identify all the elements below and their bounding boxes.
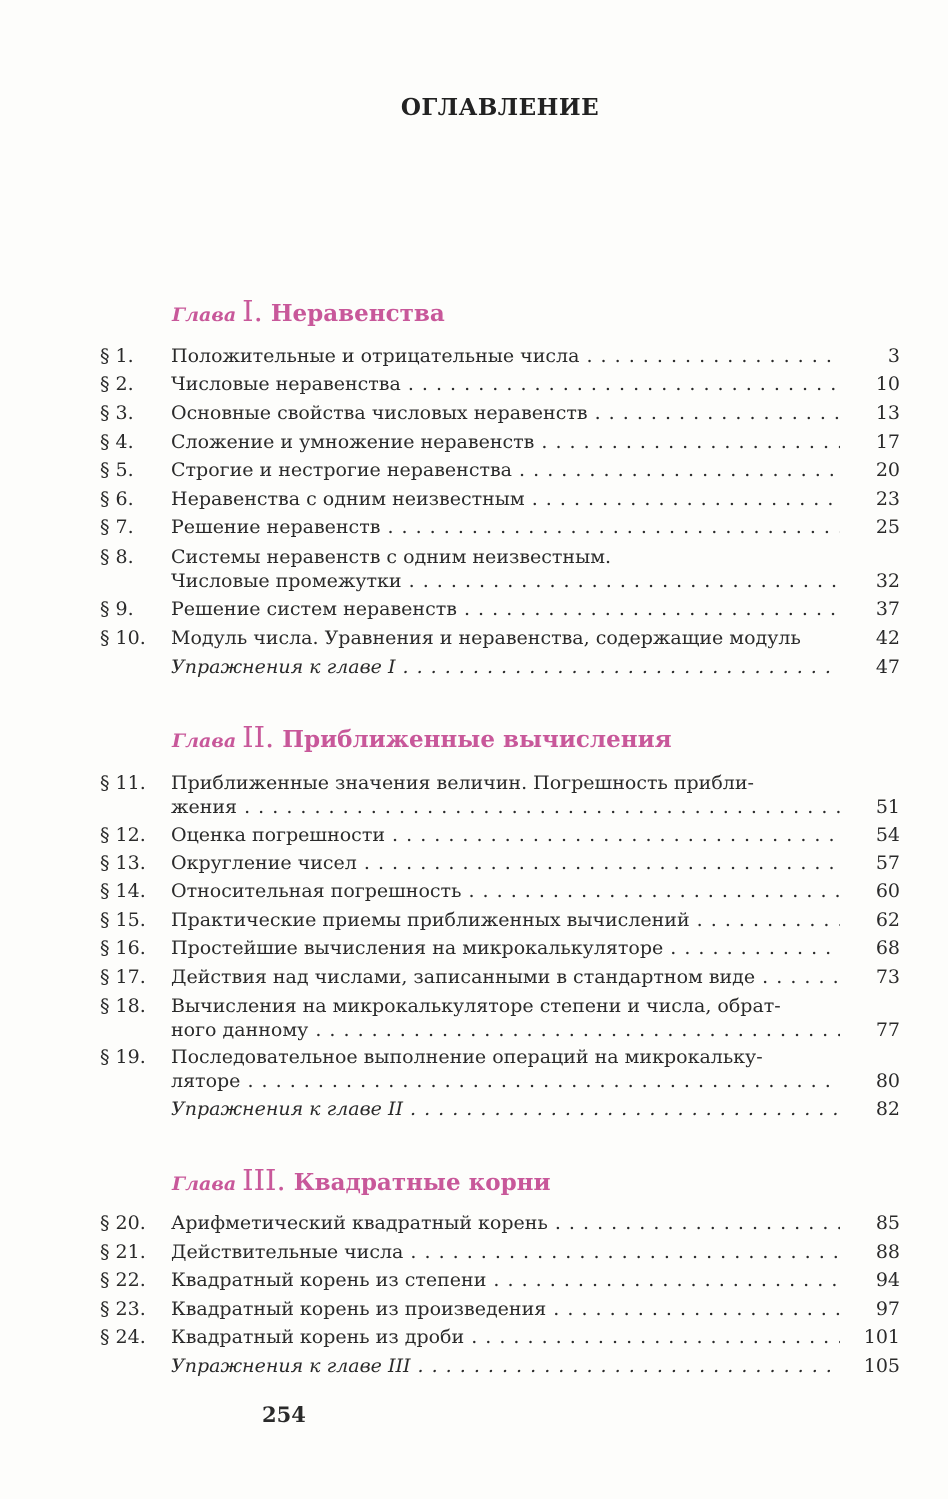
toc-entry[interactable] xyxy=(100,595,900,623)
toc-entry[interactable] xyxy=(100,1209,900,1237)
section-number: § 24. xyxy=(100,1326,146,1348)
section-number: § 21. xyxy=(100,1241,146,1263)
chapter-label: Глава xyxy=(172,1173,237,1195)
exercises-title: Упражнения к главе II . . . xyxy=(171,1095,840,1123)
page-number: 32 xyxy=(875,570,900,592)
toc-entry[interactable] xyxy=(100,906,900,934)
section-title: Основные свойства числовых неравенств . . . xyxy=(171,399,840,427)
toc-entry[interactable] xyxy=(100,1266,900,1294)
page-number: 54 xyxy=(875,824,900,846)
toc-entry[interactable] xyxy=(100,963,900,991)
toc-entry-continuation[interactable] xyxy=(100,793,900,821)
toc-entry[interactable] xyxy=(100,456,900,484)
section-title: Последовательное выполнение операций на микрокальку- xyxy=(171,1046,763,1068)
section-number: § 19. xyxy=(100,1046,146,1068)
toc-entry[interactable] xyxy=(100,428,900,456)
section-number: § 12. xyxy=(100,824,146,846)
chapter-heading-3 xyxy=(172,1163,551,1197)
toc-entry[interactable] xyxy=(100,485,900,513)
chapter-heading-2 xyxy=(172,720,672,754)
section-title-continued: жения . . . xyxy=(171,793,840,821)
section-number: § 3. xyxy=(100,402,134,424)
section-number: § 9. xyxy=(100,598,134,620)
page-number: 62 xyxy=(875,909,900,931)
toc-entry[interactable] xyxy=(100,934,900,962)
section-number: § 17. xyxy=(100,966,146,988)
page-footer-number: 254 xyxy=(262,1402,306,1427)
page-number: 105 xyxy=(863,1355,900,1377)
chapter-number: I. xyxy=(242,294,263,328)
section-title: Неравенства с одним неизвестным . . . xyxy=(171,485,840,513)
toc-entry[interactable] xyxy=(100,399,900,427)
section-title: Квадратный корень из степени . . . xyxy=(171,1266,840,1294)
page-number: 47 xyxy=(875,656,900,678)
section-number: § 22. xyxy=(100,1269,146,1291)
section-number: § 16. xyxy=(100,937,146,959)
toc-entry[interactable] xyxy=(100,1238,900,1266)
chapter-title: Квадратные корни xyxy=(293,1169,551,1196)
chapter-label: Глава xyxy=(172,304,237,326)
section-title: Решение систем неравенств . . . xyxy=(171,595,840,623)
toc-entry[interactable] xyxy=(100,370,900,398)
chapter-label: Глава xyxy=(172,730,237,752)
section-number: § 1. xyxy=(100,345,134,367)
section-title: Арифметический квадратный корень . . . xyxy=(171,1209,840,1237)
toc-entry[interactable] xyxy=(100,877,900,905)
page-number: 82 xyxy=(875,1098,900,1120)
section-number: § 20. xyxy=(100,1212,146,1234)
section-title: Вычисления на микрокалькуляторе степени и числа, обрат- xyxy=(171,995,781,1017)
page-title: ОГЛАВЛЕНИЕ xyxy=(400,94,600,121)
section-title-continued: Числовые промежутки . . . xyxy=(171,567,840,595)
section-title: Практические приемы приближенных вычислений . . . xyxy=(171,906,840,934)
exercises-title: Упражнения к главе III . . . xyxy=(171,1352,840,1380)
section-title-continued: ляторе . . . xyxy=(171,1067,840,1095)
toc-entry[interactable] xyxy=(100,1323,900,1351)
page-number: 13 xyxy=(875,402,900,424)
section-title: Системы неравенств с одним неизвестным. xyxy=(171,546,612,568)
section-number: § 11. xyxy=(100,772,146,794)
section-number: § 18. xyxy=(100,995,146,1017)
page-number: 57 xyxy=(875,852,900,874)
page-number: 17 xyxy=(875,431,900,453)
toc-entry[interactable] xyxy=(100,821,900,849)
page-number: 3 xyxy=(887,345,900,367)
toc-entry[interactable] xyxy=(100,342,900,370)
page-number: 42 xyxy=(875,627,900,649)
section-title: Оценка погрешности . . . xyxy=(171,821,840,849)
page-number: 85 xyxy=(875,1212,900,1234)
section-number: § 10. xyxy=(100,627,146,649)
page-number: 101 xyxy=(863,1326,900,1348)
toc-entry[interactable] xyxy=(100,1295,900,1323)
page-number: 80 xyxy=(875,1070,900,1092)
chapter-heading-1 xyxy=(172,294,445,328)
section-title: Строгие и нестрогие неравенства . . . xyxy=(171,456,840,484)
section-number: § 2. xyxy=(100,373,134,395)
toc-entry-continuation[interactable] xyxy=(100,1067,900,1095)
section-title: Округление чисел . . . xyxy=(171,849,840,877)
page-number: 97 xyxy=(875,1298,900,1320)
toc-entry-continuation[interactable] xyxy=(100,1016,900,1044)
section-title: Модуль числа. Уравнения и неравенства, содержащие модуль xyxy=(171,627,801,649)
toc-entry[interactable] xyxy=(100,513,900,541)
section-number: § 8. xyxy=(100,546,134,568)
section-title: Квадратный корень из дроби . . . xyxy=(171,1323,840,1351)
section-number: § 7. xyxy=(100,516,134,538)
section-title: Решение неравенств . . . xyxy=(171,513,840,541)
toc-entry[interactable] xyxy=(100,849,900,877)
page-number: 20 xyxy=(875,459,900,481)
section-title: Приближенные значения величин. Погрешность прибли- xyxy=(171,772,754,794)
section-number: § 23. xyxy=(100,1298,146,1320)
section-title: Числовые неравенства . . . xyxy=(171,370,840,398)
chapter-number: II. xyxy=(242,720,275,754)
page-number: 94 xyxy=(875,1269,900,1291)
page-number: 60 xyxy=(875,880,900,902)
toc-entry[interactable] xyxy=(100,624,900,652)
page-number: 51 xyxy=(875,796,900,818)
toc-exercises-entry[interactable] xyxy=(100,1352,900,1380)
section-number: § 15. xyxy=(100,909,146,931)
page-number: 37 xyxy=(875,598,900,620)
section-title: Сложение и умножение неравенств . . . xyxy=(171,428,840,456)
chapter-title: Приближенные вычисления xyxy=(282,726,672,753)
page-number: 88 xyxy=(875,1241,900,1263)
section-title: Относительная погрешность . . . xyxy=(171,877,840,905)
chapter-number: III. xyxy=(242,1163,286,1197)
section-title: Действительные числа . . . xyxy=(171,1238,840,1266)
section-number: § 4. xyxy=(100,431,134,453)
section-number: § 14. xyxy=(100,880,146,902)
section-title: Положительные и отрицательные числа . . . xyxy=(171,342,840,370)
page-number: 73 xyxy=(875,966,900,988)
toc-exercises-entry[interactable] xyxy=(100,1095,900,1123)
exercises-title: Упражнения к главе I . . . xyxy=(171,653,840,681)
section-title: Действия над числами, записанными в стандартном виде . . . xyxy=(171,963,840,991)
page-number: 68 xyxy=(875,937,900,959)
section-title-continued: ного данному . . . xyxy=(171,1016,840,1044)
toc-exercises-entry[interactable] xyxy=(100,653,900,681)
page-number: 77 xyxy=(875,1019,900,1041)
toc-entry-continuation[interactable] xyxy=(100,567,900,595)
section-title: Квадратный корень из произведения . . . xyxy=(171,1295,840,1323)
page-number: 10 xyxy=(875,373,900,395)
section-title: Простейшие вычисления на микрокалькуляторе . . . xyxy=(171,934,840,962)
page-number: 23 xyxy=(875,488,900,510)
page-number: 25 xyxy=(875,516,900,538)
section-number: § 13. xyxy=(100,852,146,874)
section-number: § 6. xyxy=(100,488,134,510)
chapter-title: Неравенства xyxy=(270,300,445,327)
section-number: § 5. xyxy=(100,459,134,481)
